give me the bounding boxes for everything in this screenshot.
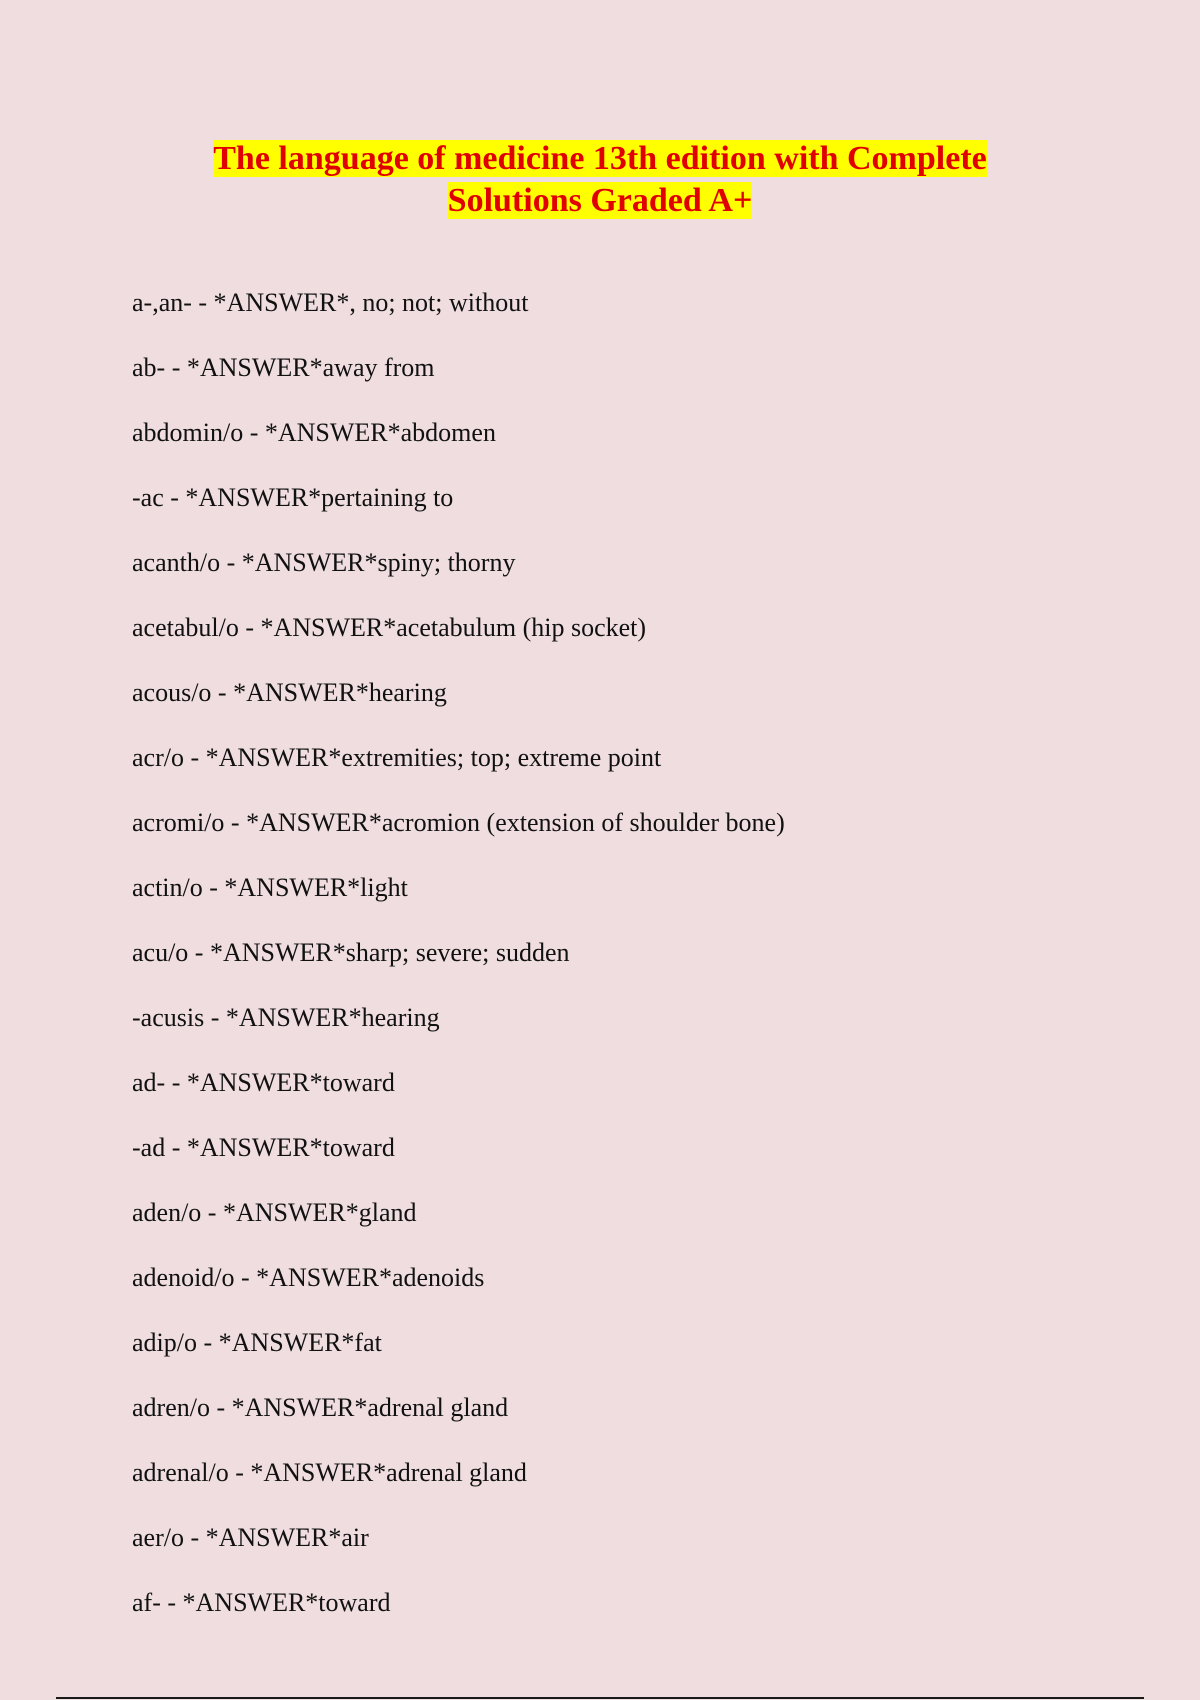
list-item: ad- - *ANSWER*toward [132,1068,395,1097]
list-item: abdomin/o - *ANSWER*abdomen [132,418,496,447]
list-item: adip/o - *ANSWER*fat [132,1328,382,1357]
list-item: actin/o - *ANSWER*light [132,873,408,902]
list-item: acr/o - *ANSWER*extremities; top; extreme point [132,743,662,772]
list-item: aden/o - *ANSWER*gland [132,1198,417,1227]
page-title [0,138,1200,222]
list-item: acromi/o - *ANSWER*acromion (extension of shoulder bone) [132,808,785,837]
list-item: acu/o - *ANSWER*sharp; severe; sudden [132,938,570,967]
list-item: -ad - *ANSWER*toward [132,1133,395,1162]
list-item: -ac - *ANSWER*pertaining to [132,483,454,512]
list-item: acanth/o - *ANSWER*spiny; thorny [132,548,516,577]
list-item: acous/o - *ANSWER*hearing [132,678,447,707]
list-item: ab- - *ANSWER*away from [132,353,435,382]
list-item: adenoid/o - *ANSWER*adenoids [132,1263,485,1292]
list-item: adren/o - *ANSWER*adrenal gland [132,1393,509,1422]
title-line-1: The language of medicine 13th edition with Complete [213,140,987,177]
list-item: adrenal/o - *ANSWER*adrenal gland [132,1458,527,1487]
list-item: a-,an- - *ANSWER*, no; not; without [132,288,529,317]
list-item: acetabul/o - *ANSWER*acetabulum (hip socket) [132,613,647,642]
list-item: -acusis - *ANSWER*hearing [132,1003,440,1032]
list-item: af- - *ANSWER*toward [132,1588,391,1617]
title-line-2: Solutions Graded A+ [447,182,753,219]
footer-divider [56,1697,1144,1699]
entry-list [132,282,785,1647]
list-item: aer/o - *ANSWER*air [132,1523,369,1552]
